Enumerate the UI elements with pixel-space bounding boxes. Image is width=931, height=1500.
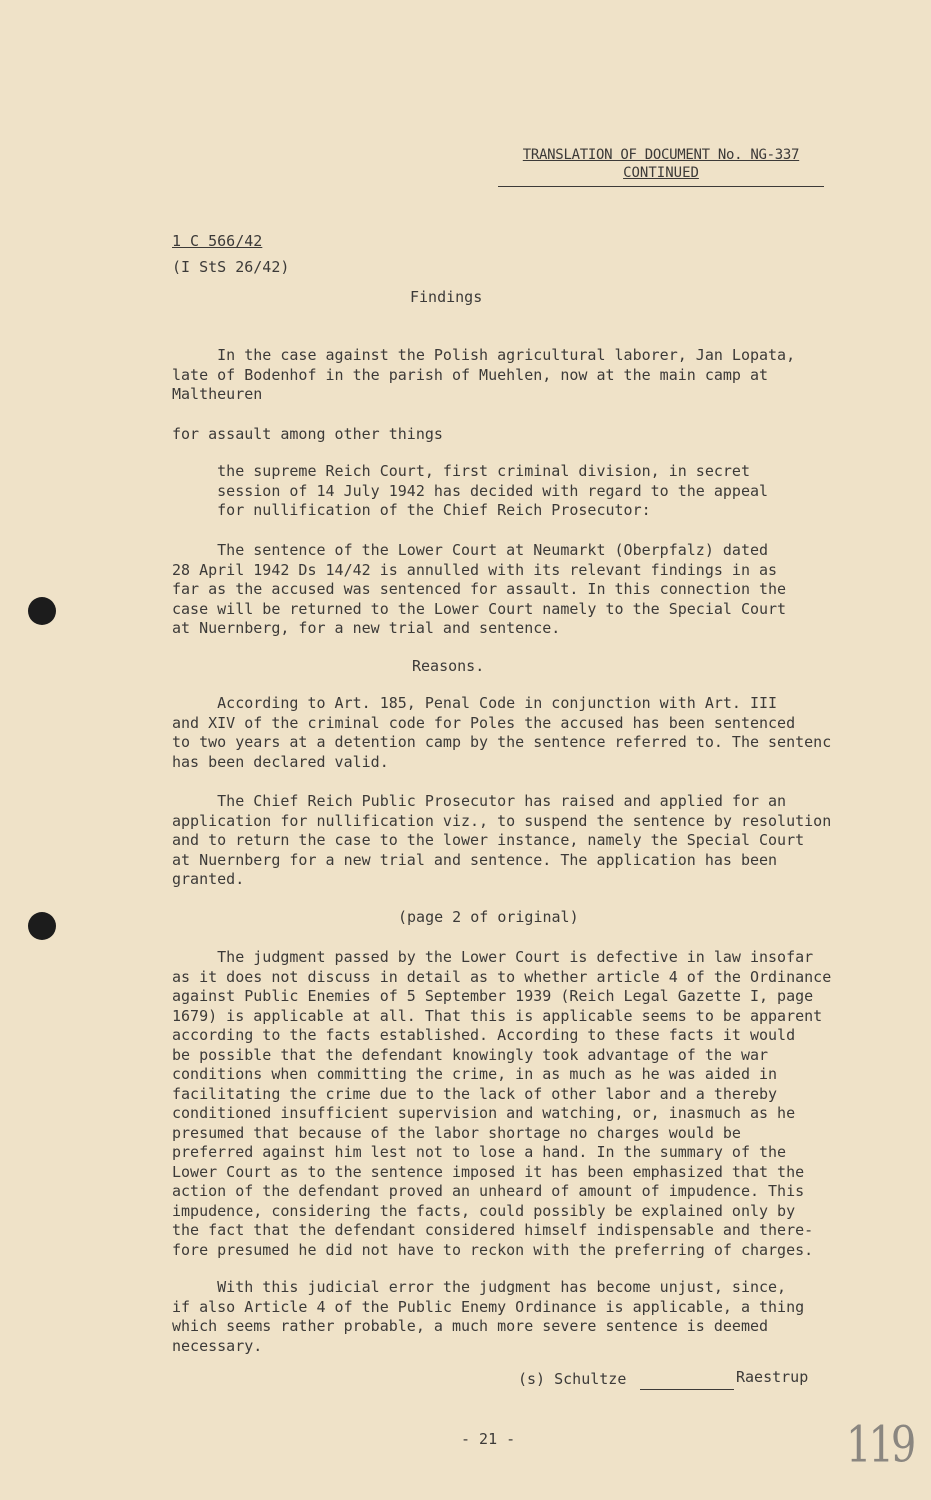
paragraph-sentence: The sentence of the Lower Court at Neumarkt (Oberpfalz) dated 28 April 1942 Ds 14/42 is annulled with its relevant findings in as far as the accused was sentenced for assault. In this connection the case will be returned to the Lower Court namely to the Special Court at Nuernberg, for a new trial and sentence. (172, 541, 787, 637)
document-number: 1 C 566/42 (172, 232, 263, 250)
signature-line (640, 1389, 734, 1390)
signature-raestrup: Raestrup (736, 1368, 809, 1386)
page-marker: (page 2 of original) (398, 908, 579, 926)
paragraph-prosecutor: The Chief Reich Public Prosecutor has raised and applied for an application for nullification viz., to suspend the sentence by resolution and to return the case to the lower instance, namely the Special Court at Nuernberg for a new trial and sentence. The application has been granted. (172, 792, 832, 888)
header-line-2: CONTINUED (623, 165, 699, 181)
paragraph-charge: for assault among other things (172, 425, 443, 443)
paragraph-according: According to Art. 185, Penal Code in conjunction with Art. III and XIV of the criminal code for Poles the accused has been sentenced to two years at a detention camp by the sentence referred to. The sentenc has been declared valid. (172, 694, 832, 771)
signature-schultze: (s) Schultze (518, 1370, 627, 1388)
header-rule (498, 186, 824, 187)
paragraph-case: In the case against the Polish agricultural laborer, Jan Lopata, late of Bodenhof in the parish of Muehlen, now at the main camp at Maltheuren (172, 346, 796, 403)
paragraph-judgment: The judgment passed by the Lower Court is defective in law insofar as it does not discuss in detail as to whether article 4 of the Ordinance against Public Enemies of 5 September 1939 (Reich Legal Gazette I, page 1679) is applicable at all. That this is applicable seems to be apparent according to the facts established. According to these facts it would be possible that the defendant knowingly took advantage of the war conditions when committing the crime, in as much as he was aided in facilitating the crime due to the lack of other labor and a thereby conditioned insufficient supervision and watching, or, inasmuch as he presumed that because of the labor shortage no charges would be preferred against him lest not to lose a hand. In the summary of the Lower Court as to the sentence imposed it has been emphasized that the action of the defendant proved an unheard of amount of impudence. This impudence, considering the facts, could possibly be explained only by the fact that the defendant considered himself indispensable and there- fore presumed he did not have to reckon with the preferring of charges. (172, 948, 832, 1259)
page-number: - 21 - (461, 1430, 516, 1448)
paragraph-decision: the supreme Reich Court, first criminal division, in secret session of 14 July 1942 has decided with regard to the appeal for nullification of the Chief Reich Prosecutor: (217, 462, 769, 519)
punch-hole-bottom (28, 912, 56, 940)
translation-header (498, 146, 824, 182)
header-line-1: TRANSLATION OF DOCUMENT No. NG-337 (522, 147, 800, 163)
reasons-heading: Reasons. (412, 657, 485, 675)
case-reference: (I StS 26/42) (172, 258, 290, 276)
punch-hole-top (28, 597, 56, 625)
handwritten-page-number: 119 (846, 1416, 914, 1474)
paragraph-error: With this judicial error the judgment has become unjust, since, if also Article 4 of the Public Enemy Ordinance is applicable, a thing which seems rather probable, a much more severe sentence is deemed necessary. (172, 1278, 805, 1355)
section-title-findings: Findings (410, 288, 483, 306)
